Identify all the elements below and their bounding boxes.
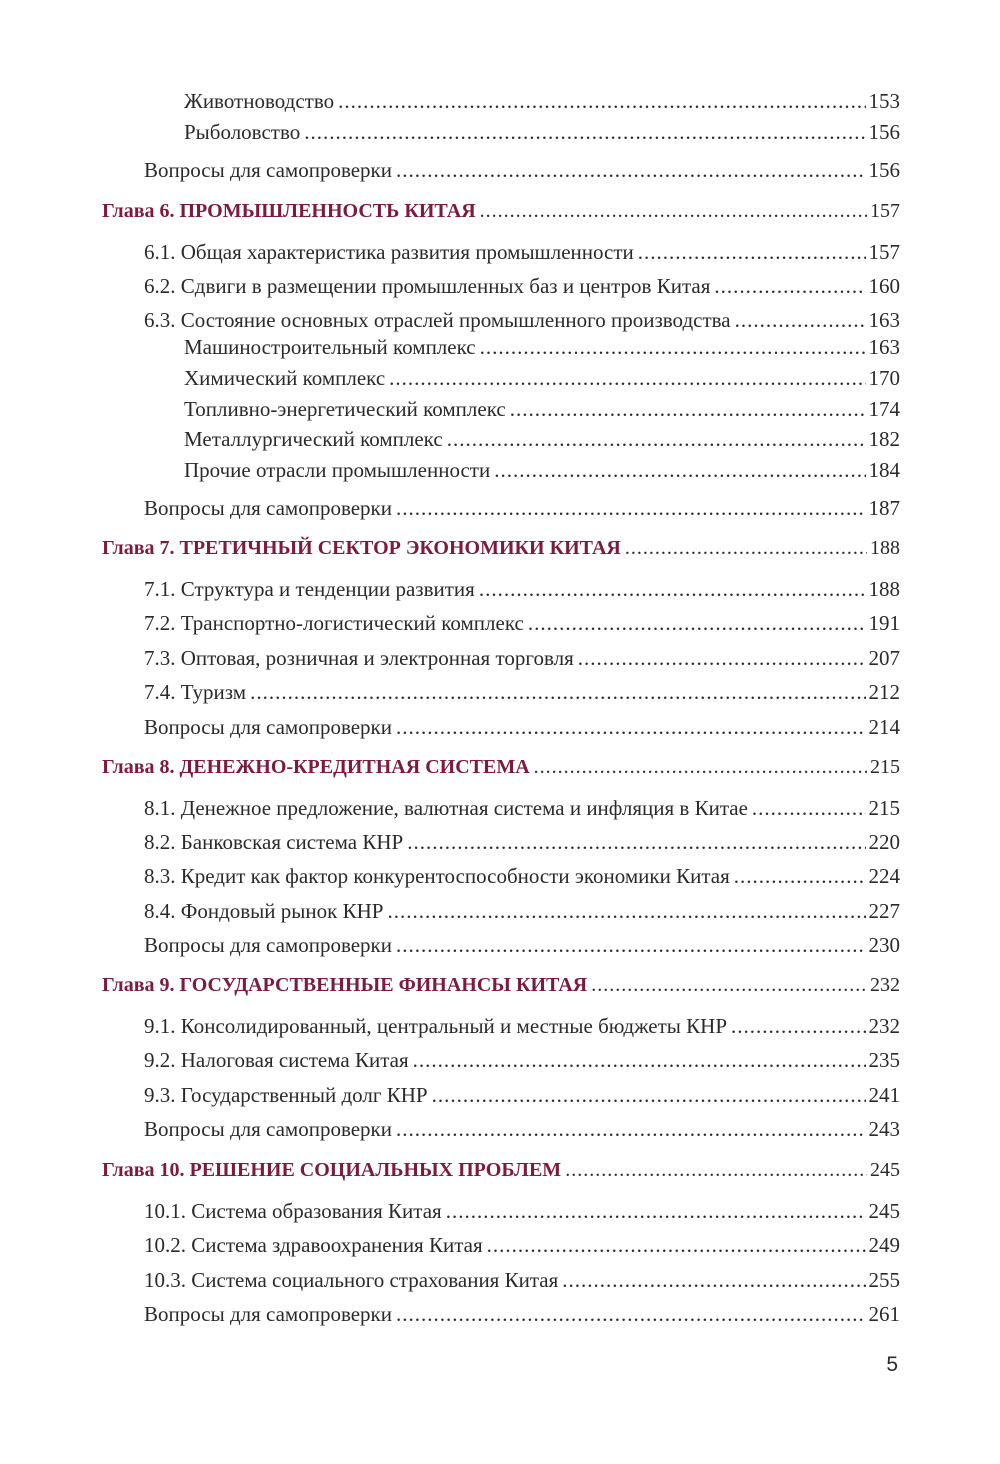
toc-entry-questions[interactable] (144, 1116, 900, 1142)
toc-leader-dots (625, 535, 867, 561)
toc-leader-dots (591, 972, 867, 998)
toc-leader-dots (578, 645, 866, 671)
toc-entry-page: 214 (868, 715, 900, 739)
toc-entry-title: 10.3. Система социального страхования Китая (144, 1268, 559, 1292)
toc-entry-page: 215 (868, 796, 900, 820)
toc-entry-page: 160 (868, 274, 900, 298)
toc-entry-title: Вопросы для самопроверки (144, 715, 393, 739)
toc-leader-dots (480, 334, 866, 360)
toc-chapter-heading[interactable] (102, 198, 900, 224)
toc-entry-page: 232 (868, 1014, 900, 1038)
toc-entry[interactable] (184, 457, 900, 483)
toc-entry-page: 215 (870, 756, 900, 778)
toc-entry[interactable] (184, 88, 900, 114)
toc-leader-dots (396, 1301, 865, 1327)
toc-leader-dots (638, 239, 866, 265)
toc-entry-page: 224 (868, 864, 900, 888)
toc-entry-title: Топливно-энергетический комплекс (184, 397, 506, 421)
toc-leader-dots (562, 1267, 865, 1293)
toc-entry-page: 255 (868, 1268, 900, 1292)
toc-leader-dots (396, 932, 865, 958)
toc-entry[interactable] (144, 576, 900, 602)
toc-leader-dots (413, 1047, 866, 1073)
toc-entry-page: 163 (868, 308, 900, 332)
toc-entry-title: Металлургический комплекс (184, 427, 443, 451)
toc-entry-title: 6.3. Состояние основных отраслей промышленного производства (144, 308, 731, 332)
toc-entry-title: 7.3. Оптовая, розничная и электронная торговля (144, 646, 574, 670)
toc-entry[interactable] (144, 307, 900, 333)
toc-entry-title: 9.3. Государственный долг КНР (144, 1083, 428, 1107)
toc-chapter-heading[interactable] (102, 972, 900, 998)
toc-leader-dots (479, 576, 866, 602)
toc-entry[interactable] (144, 239, 900, 265)
toc-entry-page: 187 (868, 496, 900, 520)
toc-entry[interactable] (144, 273, 900, 299)
toc-entry-title: 10.1. Система образования Китая (144, 1199, 442, 1223)
toc-leader-dots (734, 863, 866, 889)
toc-entry-title: Вопросы для самопроверки (144, 933, 393, 957)
toc-entry-page: 220 (868, 830, 900, 854)
toc-entry[interactable] (144, 1232, 900, 1258)
toc-entry-page: 230 (868, 933, 900, 957)
toc-entry-title: 8.1. Денежное предложение, валютная система и инфляция в Китае (144, 796, 748, 820)
toc-entry[interactable] (144, 829, 900, 855)
toc-entry-page: 245 (870, 1159, 900, 1181)
toc-entry-page: 243 (868, 1117, 900, 1141)
toc-entry[interactable] (184, 119, 900, 145)
toc-entry[interactable] (184, 396, 900, 422)
toc-entry-title: Вопросы для самопроверки (144, 158, 393, 182)
toc-leader-dots (446, 1198, 866, 1224)
toc-leader-dots (752, 795, 866, 821)
toc-chapter-title: Глава 10. РЕШЕНИЕ СОЦИАЛЬНЫХ ПРОБЛЕМ (102, 1159, 562, 1181)
toc-entry[interactable] (144, 1267, 900, 1293)
toc-leader-dots (480, 198, 867, 224)
toc-leader-dots (396, 157, 865, 183)
toc-entry[interactable] (144, 1198, 900, 1224)
toc-leader-dots (494, 457, 865, 483)
toc-entry-page: 153 (868, 89, 900, 113)
toc-chapter-title: Глава 8. ДЕНЕЖНО-КРЕДИТНАЯ СИСТЕМА (102, 756, 530, 778)
toc-entry-title: Вопросы для самопроверки (144, 1302, 393, 1326)
toc-entry-page: 212 (868, 680, 900, 704)
toc-entry-questions[interactable] (144, 495, 900, 521)
toc-entry-page: 184 (868, 458, 900, 482)
toc-entry-questions[interactable] (144, 932, 900, 958)
toc-entry-page: 163 (868, 335, 900, 359)
toc-chapter-title: Глава 6. ПРОМЫШЛЕННОСТЬ КИТАЯ (102, 200, 476, 222)
toc-entry-title: Животноводство (184, 89, 335, 113)
toc-entry-page: 188 (870, 537, 900, 559)
toc-entry-title: Химический комплекс (184, 366, 386, 390)
toc-entry-page: 156 (868, 120, 900, 144)
toc-entry-page: 157 (870, 200, 900, 222)
toc-leader-dots (510, 396, 866, 422)
toc-entry-page: 232 (870, 974, 900, 996)
toc-leader-dots (432, 1082, 866, 1108)
toc-entry[interactable] (144, 610, 900, 636)
toc-leader-dots (250, 679, 865, 705)
toc-entry-page: 157 (868, 240, 900, 264)
toc-entry-title: 8.3. Кредит как фактор конкурентоспособности экономики Китая (144, 864, 730, 888)
toc-leader-dots (338, 88, 865, 114)
toc-entry-page: 174 (868, 397, 900, 421)
toc-entry[interactable] (144, 1047, 900, 1073)
toc-entry[interactable] (144, 1082, 900, 1108)
toc-leader-dots (731, 1013, 865, 1039)
toc-entry-page: 227 (868, 899, 900, 923)
toc-leader-dots (534, 754, 867, 780)
page-number: 5 (886, 1353, 898, 1376)
toc-entry[interactable] (184, 365, 900, 391)
toc-leader-dots (396, 495, 865, 521)
toc-entry-title: Вопросы для самопроверки (144, 496, 393, 520)
toc-entry-title: Вопросы для самопроверки (144, 1117, 393, 1141)
toc-leader-dots (565, 1157, 867, 1183)
toc-entry-page: 170 (868, 366, 900, 390)
toc-entry-page: 156 (868, 158, 900, 182)
toc-entry-title: 7.4. Туризм (144, 680, 247, 704)
toc-entry[interactable] (144, 645, 900, 671)
toc-leader-dots (407, 829, 865, 855)
toc-entry-title: Машиностроительный комплекс (184, 335, 476, 359)
toc-entry-page: 191 (868, 611, 900, 635)
toc-leader-dots (387, 898, 865, 924)
toc-entry-page: 188 (868, 577, 900, 601)
toc-entry-title: 6.1. Общая характеристика развития промышленности (144, 240, 634, 264)
toc-entry[interactable] (184, 334, 900, 360)
toc-entry-title: 10.2. Система здравоохранения Китая (144, 1233, 483, 1257)
toc-entry-title: 8.4. Фондовый рынок КНР (144, 899, 384, 923)
toc-entry[interactable] (144, 863, 900, 889)
toc-entry[interactable] (144, 898, 900, 924)
toc-entry-questions[interactable] (144, 157, 900, 183)
toc-leader-dots (714, 273, 865, 299)
toc-chapter-title: Глава 7. ТРЕТИЧНЫЙ СЕКТОР ЭКОНОМИКИ КИТАЯ (102, 537, 621, 559)
toc-entry-title: Рыболовство (184, 120, 301, 144)
toc-entry-page: 241 (868, 1083, 900, 1107)
toc-entry[interactable] (144, 1013, 900, 1039)
toc-entry-page: 182 (868, 427, 900, 451)
toc-leader-dots (396, 1116, 865, 1142)
toc-leader-dots (487, 1232, 866, 1258)
toc-entry-page: 245 (868, 1199, 900, 1223)
toc-entry-title: 9.2. Налоговая система Китая (144, 1048, 409, 1072)
toc-entry-title: 7.2. Транспортно-логистический комплекс (144, 611, 524, 635)
toc-entry-questions[interactable] (144, 1301, 900, 1327)
toc-entry-title: Прочие отрасли промышленности (184, 458, 491, 482)
toc-entry-page: 235 (868, 1048, 900, 1072)
toc-entry-title: 8.2. Банковская система КНР (144, 830, 404, 854)
toc-entry-questions[interactable] (144, 714, 900, 740)
toc-leader-dots (396, 714, 865, 740)
toc-leader-dots (447, 426, 866, 452)
toc-entry-page: 207 (868, 646, 900, 670)
toc-entry-title: 6.2. Сдвиги в размещении промышленных баз и центров Китая (144, 274, 711, 298)
toc-leader-dots (304, 119, 865, 145)
toc-chapter-heading[interactable] (102, 535, 900, 561)
toc-chapter-heading[interactable] (102, 1157, 900, 1183)
toc-chapter-title: Глава 9. ГОСУДАРСТВЕННЫЕ ФИНАНСЫ КИТАЯ (102, 974, 588, 996)
toc-entry[interactable] (144, 679, 900, 705)
toc-entry-title: 9.1. Консолидированный, центральный и местные бюджеты КНР (144, 1014, 728, 1038)
toc-leader-dots (735, 307, 866, 333)
toc-leader-dots (389, 365, 865, 391)
toc-leader-dots (528, 610, 866, 636)
toc-chapter-heading[interactable] (102, 754, 900, 780)
toc-entry[interactable] (184, 426, 900, 452)
toc-entry-page: 261 (868, 1302, 900, 1326)
toc-entry[interactable] (144, 795, 900, 821)
toc-entry-title: 7.1. Структура и тенденции развития (144, 577, 475, 601)
toc-entry-page: 249 (868, 1233, 900, 1257)
